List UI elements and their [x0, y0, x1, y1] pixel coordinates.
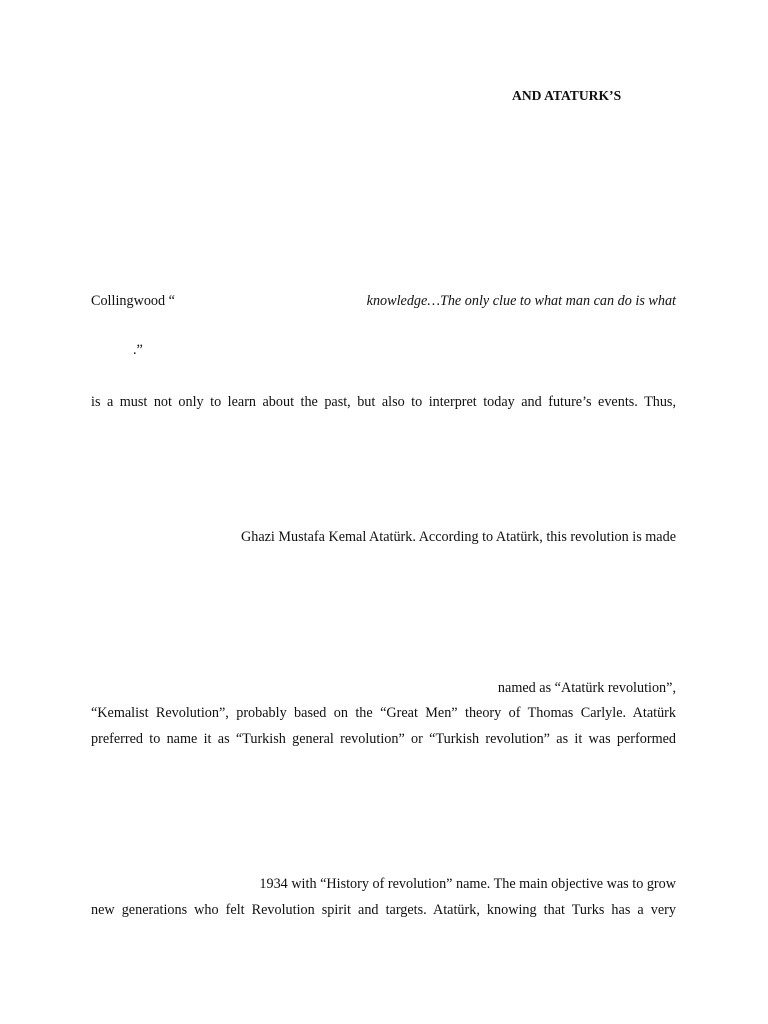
collingwood-quote-italic: knowledge…The only clue to what man can do is what: [366, 293, 676, 309]
paragraph-line-learn-past: is a must not only to learn about the past, but also to interpret today and future’s events. Thus,: [91, 394, 676, 410]
paragraph-line-generations: new generations who felt Revolution spirit and targets. Atatürk, knowing that Turks has a very: [91, 902, 676, 918]
document-heading: AND ATATURK’S: [512, 88, 622, 103]
paragraph-line-1934: 1934 with “History of revolution” name. The main objective was to grow: [259, 876, 676, 892]
paragraph-line-kemalist: “Kemalist Revolution”, probably based on the “Great Men” theory of Thomas Carlyle. Atatürk: [91, 705, 676, 721]
paragraph-line-preferred: preferred to name it as “Turkish general revolution” or “Turkish revolution” as it was performed: [91, 731, 676, 747]
paragraph-line-named-as: named as “Atatürk revolution”,: [497, 680, 676, 696]
collingwood-text: Collingwood “: [91, 293, 175, 309]
quote-close: .”: [133, 342, 143, 358]
paragraph-line-ghazi: Ghazi Mustafa Kemal Atatürk. According to Atatürk, this revolution is made: [241, 529, 676, 545]
